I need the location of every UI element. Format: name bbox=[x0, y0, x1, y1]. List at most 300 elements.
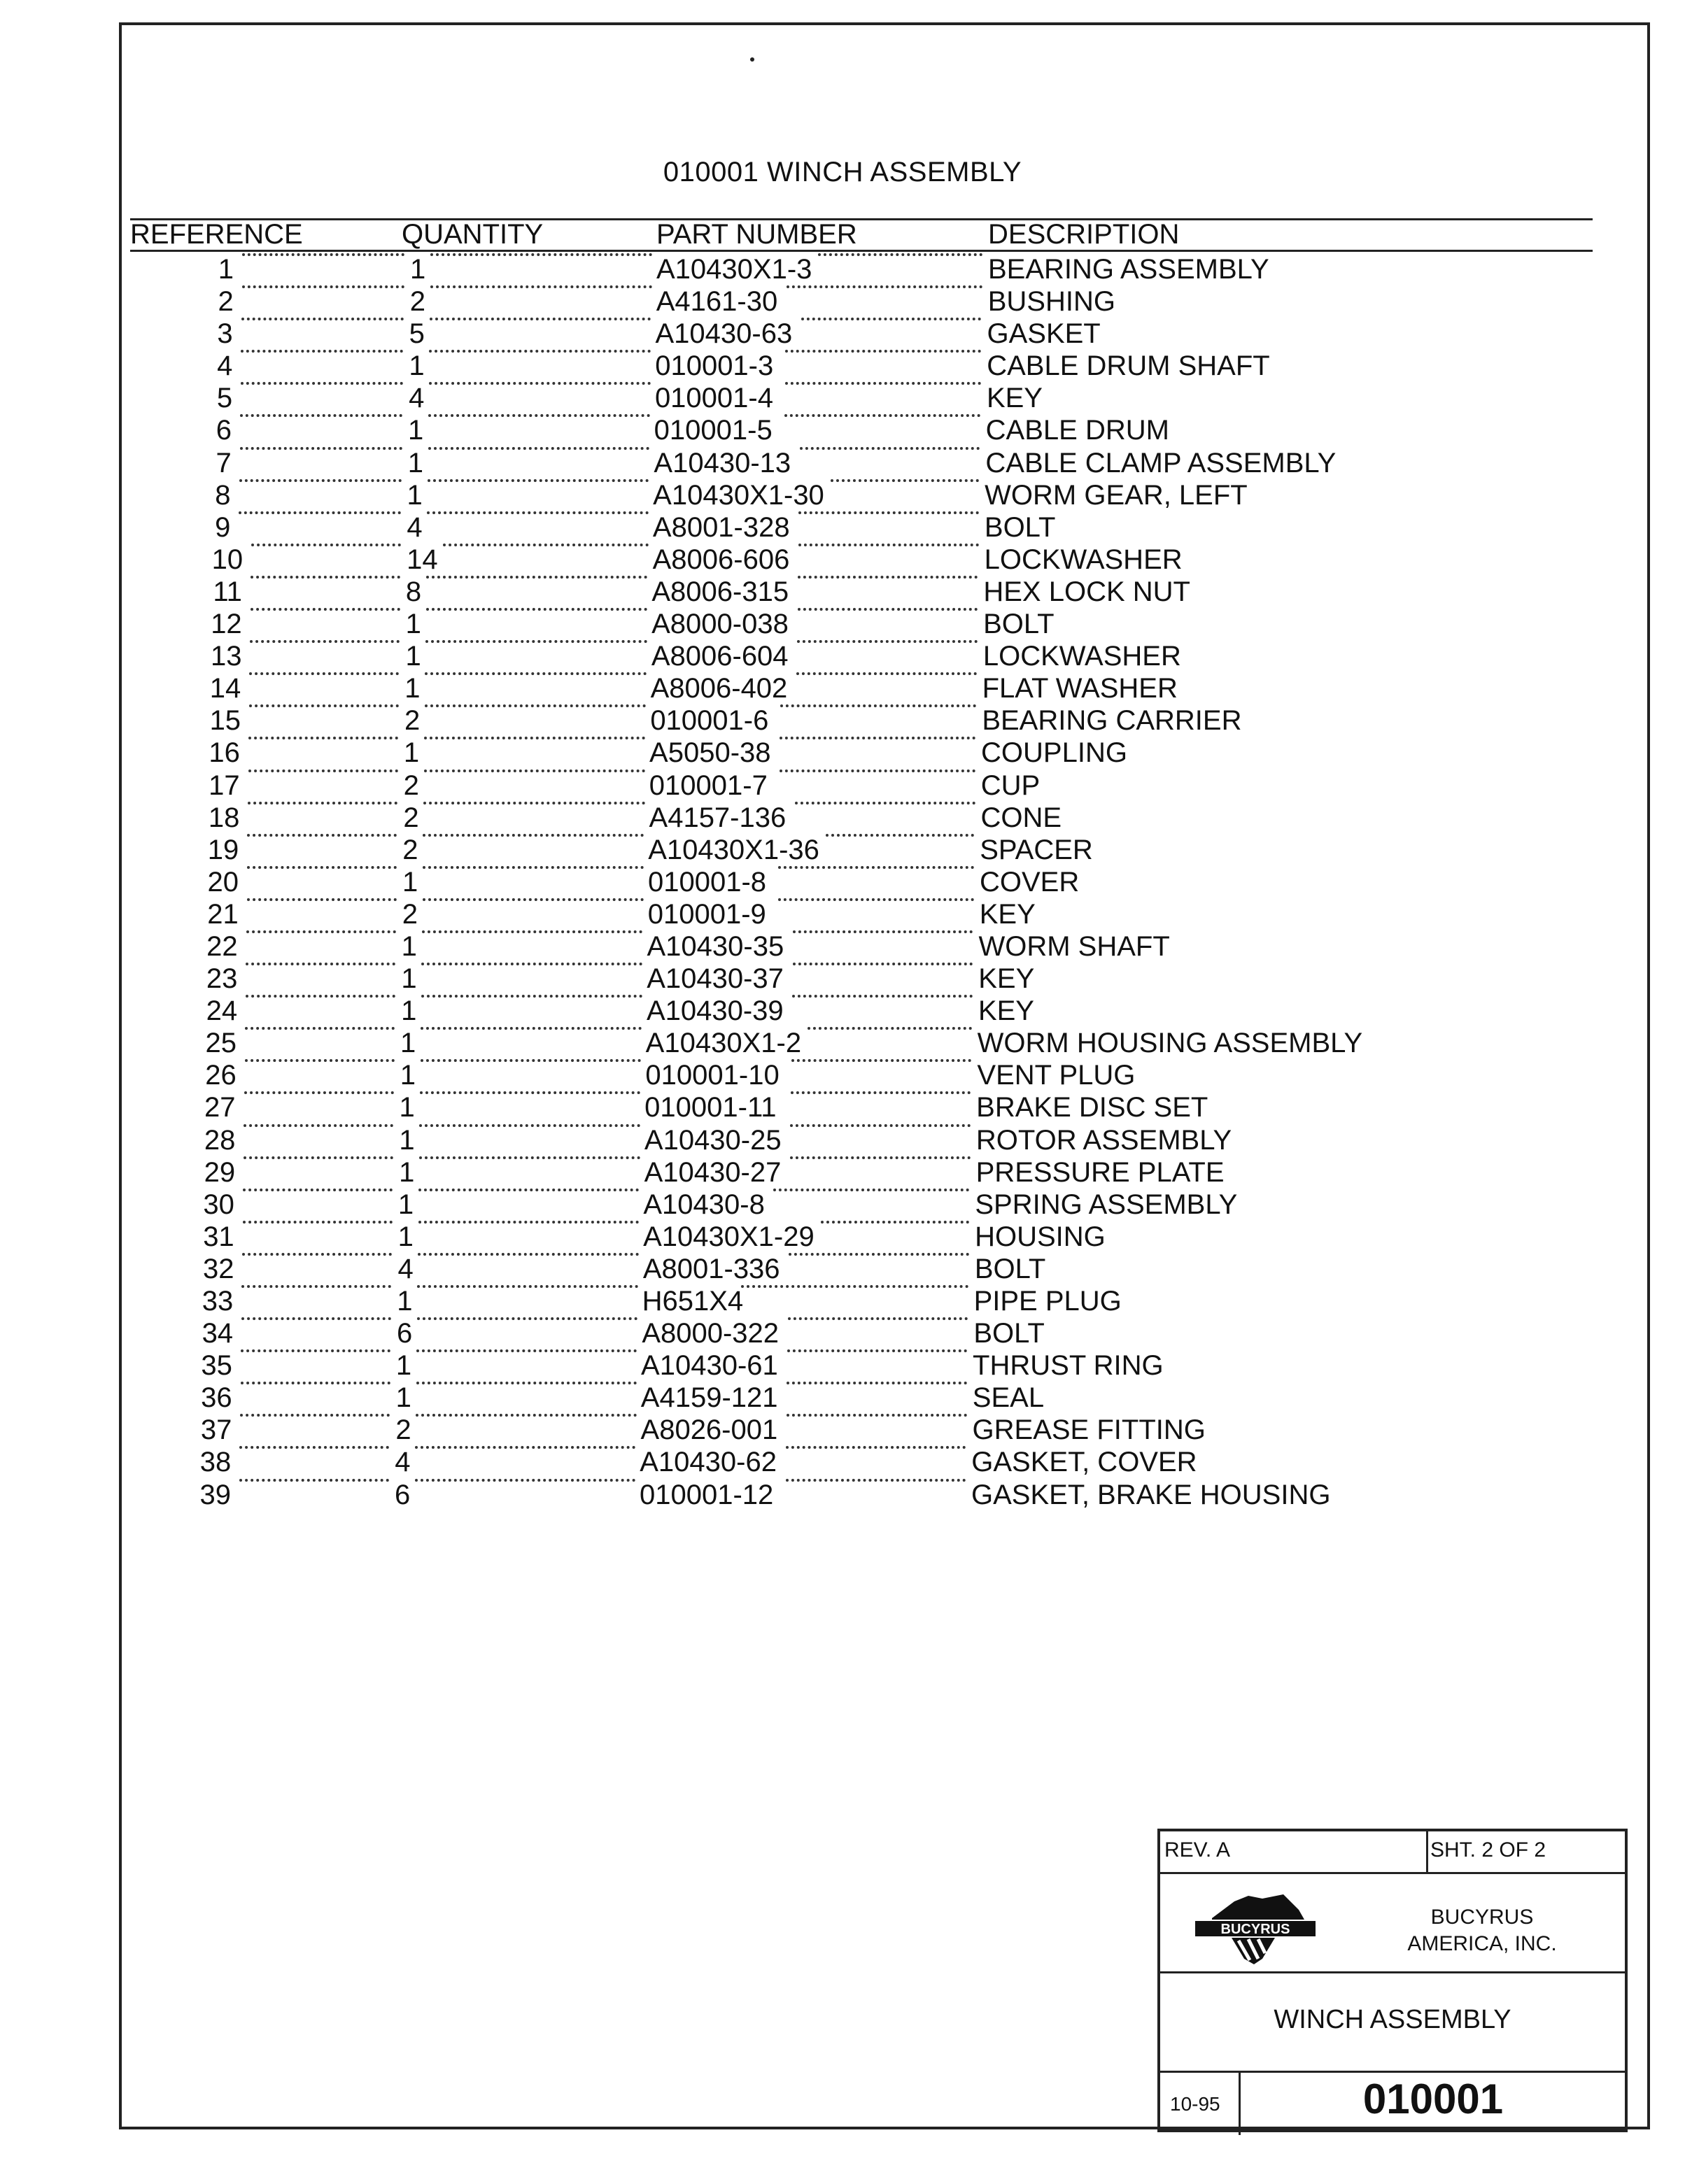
row-quantity: 1 bbox=[397, 1189, 414, 1220]
row-description: GASKET bbox=[987, 318, 1101, 350]
table-row bbox=[130, 704, 1460, 737]
row-leader-2 bbox=[418, 1253, 638, 1256]
row-reference: 26 bbox=[205, 1060, 237, 1091]
row-description: GASKET, BRAKE HOUSING bbox=[971, 1479, 1331, 1510]
row-part-number: A10430X1-29 bbox=[643, 1221, 815, 1252]
table-row bbox=[130, 1124, 1460, 1156]
table-row bbox=[130, 285, 1460, 318]
table-row bbox=[130, 770, 1460, 802]
row-description: KEY bbox=[978, 995, 1034, 1027]
revision-label: REV. A bbox=[1164, 1838, 1230, 1862]
row-leader-3 bbox=[798, 511, 979, 514]
row-leader-3 bbox=[780, 737, 975, 739]
row-leader-2 bbox=[430, 318, 651, 320]
row-leader-2 bbox=[430, 285, 652, 288]
table-row bbox=[130, 995, 1460, 1027]
row-description: BOLT bbox=[974, 1253, 1046, 1284]
row-quantity: 1 bbox=[397, 1221, 414, 1252]
row-quantity: 1 bbox=[409, 350, 425, 382]
table-row bbox=[130, 1221, 1460, 1253]
row-leader-1 bbox=[241, 1285, 391, 1288]
row-leader-3 bbox=[787, 1382, 967, 1384]
table-row bbox=[130, 382, 1460, 414]
row-leader-1 bbox=[243, 1221, 393, 1224]
row-reference: 28 bbox=[204, 1124, 236, 1156]
row-part-number: A5050-38 bbox=[649, 737, 771, 769]
row-description: BOLT bbox=[984, 511, 1056, 543]
row-quantity: 1 bbox=[397, 1286, 413, 1317]
row-reference: 8 bbox=[215, 479, 231, 511]
row-part-number: A8000-038 bbox=[651, 609, 789, 640]
row-leader-1 bbox=[249, 704, 399, 707]
row-leader-2 bbox=[421, 1027, 642, 1030]
row-leader-3 bbox=[793, 930, 973, 933]
row-leader-1 bbox=[242, 285, 404, 288]
table-row bbox=[130, 898, 1460, 930]
row-description: PIPE PLUG bbox=[973, 1286, 1122, 1317]
row-leader-2 bbox=[428, 447, 650, 450]
row-leader-3 bbox=[793, 963, 973, 965]
row-part-number: A4161-30 bbox=[656, 286, 778, 318]
row-part-number: H651X4 bbox=[642, 1286, 744, 1317]
row-leader-1 bbox=[247, 898, 397, 901]
row-description: PRESSURE PLATE bbox=[975, 1156, 1225, 1188]
row-leader-3 bbox=[798, 576, 978, 579]
row-description: LOCKWASHER bbox=[982, 641, 1181, 672]
row-leader-3 bbox=[798, 608, 978, 611]
row-leader-2 bbox=[426, 576, 647, 579]
row-reference: 16 bbox=[209, 737, 240, 769]
row-leader-3 bbox=[790, 1156, 971, 1159]
row-leader-2 bbox=[421, 1059, 642, 1062]
row-leader-3 bbox=[808, 1027, 972, 1030]
table-row bbox=[130, 1059, 1460, 1091]
row-part-number: A8006-604 bbox=[651, 641, 789, 672]
row-reference: 34 bbox=[202, 1318, 234, 1349]
row-leader-2 bbox=[426, 608, 647, 611]
table-row bbox=[130, 930, 1460, 963]
row-leader-1 bbox=[244, 1156, 393, 1159]
row-leader-3 bbox=[831, 479, 980, 482]
row-leader-2 bbox=[423, 866, 644, 869]
row-quantity: 1 bbox=[400, 1028, 416, 1059]
row-leader-3 bbox=[798, 544, 979, 546]
row-quantity: 2 bbox=[404, 705, 421, 737]
row-leader-3 bbox=[741, 1285, 968, 1288]
row-quantity: 2 bbox=[403, 802, 419, 833]
row-description: HEX LOCK NUT bbox=[983, 576, 1190, 607]
row-part-number: A8006-315 bbox=[651, 576, 789, 607]
table-row bbox=[130, 1414, 1460, 1446]
row-description: BEARING CARRIER bbox=[982, 705, 1242, 737]
row-leader-2 bbox=[423, 898, 644, 901]
row-reference: 19 bbox=[207, 834, 239, 865]
row-reference: 32 bbox=[202, 1253, 234, 1284]
row-part-number: A10430-35 bbox=[647, 930, 784, 962]
row-leader-2 bbox=[415, 1479, 635, 1482]
logo-text: BUCYRUS bbox=[1220, 1922, 1290, 1937]
row-leader-1 bbox=[241, 1317, 391, 1320]
row-part-number: A10430X1-36 bbox=[648, 834, 819, 865]
row-part-number: 010001-11 bbox=[644, 1092, 777, 1123]
row-leader-2 bbox=[423, 834, 644, 837]
row-leader-3 bbox=[785, 350, 981, 353]
row-leader-3 bbox=[791, 1059, 972, 1062]
row-part-number: A10430X1-2 bbox=[645, 1028, 802, 1059]
row-quantity: 1 bbox=[400, 1060, 416, 1091]
row-leader-3 bbox=[791, 1091, 971, 1094]
row-leader-1 bbox=[241, 318, 404, 320]
row-quantity: 1 bbox=[407, 447, 423, 478]
row-reference: 37 bbox=[200, 1414, 232, 1446]
row-leader-2 bbox=[423, 802, 644, 804]
row-leader-2 bbox=[427, 511, 649, 514]
document-title: 010001 WINCH ASSEMBLY bbox=[663, 157, 1022, 187]
header-reference: REFERENCE bbox=[130, 219, 303, 250]
row-leader-2 bbox=[419, 1124, 640, 1127]
row-part-number: A10430-61 bbox=[641, 1350, 778, 1382]
row-leader-3 bbox=[787, 285, 982, 288]
row-quantity: 1 bbox=[402, 866, 418, 898]
row-reference: 17 bbox=[209, 770, 240, 801]
row-leader-3 bbox=[826, 834, 975, 837]
row-part-number: A8001-336 bbox=[642, 1253, 780, 1284]
row-quantity: 1 bbox=[407, 479, 423, 511]
row-leader-2 bbox=[424, 737, 645, 739]
row-quantity: 2 bbox=[402, 898, 418, 930]
row-part-number: A10430-37 bbox=[647, 963, 784, 995]
row-leader-1 bbox=[240, 414, 402, 417]
row-leader-3 bbox=[787, 1349, 968, 1352]
row-part-number: A10430-63 bbox=[655, 318, 793, 350]
row-leader-2 bbox=[421, 995, 642, 998]
row-part-number: 010001-12 bbox=[640, 1479, 774, 1510]
table-row bbox=[130, 640, 1460, 672]
drawing-number: 010001 bbox=[1362, 2076, 1504, 2122]
row-quantity: 4 bbox=[397, 1253, 414, 1284]
row-reference: 9 bbox=[215, 511, 231, 543]
table-row bbox=[130, 479, 1460, 511]
row-leader-1 bbox=[239, 1479, 389, 1482]
row-part-number: A10430-27 bbox=[644, 1156, 782, 1188]
row-leader-1 bbox=[244, 1124, 393, 1127]
row-leader-2 bbox=[425, 704, 646, 707]
row-reference: 2 bbox=[218, 286, 234, 318]
row-leader-1 bbox=[242, 1253, 392, 1256]
row-leader-1 bbox=[246, 963, 395, 965]
row-quantity: 1 bbox=[399, 1092, 415, 1123]
row-leader-1 bbox=[241, 1349, 390, 1352]
row-leader-1 bbox=[248, 770, 398, 772]
row-leader-2 bbox=[428, 479, 649, 482]
row-part-number: 010001-9 bbox=[647, 898, 766, 930]
row-description: KEY bbox=[978, 963, 1035, 995]
bucyrus-logo bbox=[1192, 1889, 1318, 1967]
table-row bbox=[130, 737, 1460, 769]
row-quantity: 4 bbox=[409, 383, 425, 414]
row-leader-3 bbox=[821, 1221, 970, 1224]
company-line-2: AMERICA, INC. bbox=[1407, 1932, 1557, 1955]
row-leader-3 bbox=[796, 672, 977, 675]
row-quantity: 1 bbox=[401, 963, 417, 995]
row-reference: 38 bbox=[199, 1447, 232, 1478]
row-leader-3 bbox=[778, 866, 974, 869]
row-leader-1 bbox=[248, 802, 397, 804]
table-row bbox=[130, 318, 1460, 350]
row-leader-3 bbox=[780, 770, 975, 772]
row-quantity: 2 bbox=[395, 1414, 411, 1446]
row-part-number: 010001-7 bbox=[649, 770, 768, 801]
row-quantity: 1 bbox=[404, 673, 421, 704]
row-description: ROTOR ASSEMBLY bbox=[975, 1124, 1232, 1156]
table-row bbox=[130, 447, 1460, 479]
row-reference: 36 bbox=[201, 1382, 232, 1414]
row-leader-2 bbox=[443, 544, 649, 546]
row-description: BRAKE DISC SET bbox=[976, 1092, 1208, 1123]
table-row bbox=[130, 1253, 1460, 1285]
row-part-number: A8006-402 bbox=[650, 673, 788, 704]
row-quantity: 1 bbox=[403, 737, 420, 769]
table-row bbox=[130, 511, 1460, 544]
row-quantity: 14 bbox=[407, 544, 438, 575]
row-quantity: 6 bbox=[395, 1479, 411, 1510]
header-quantity: QUANTITY bbox=[402, 219, 544, 250]
row-quantity: 1 bbox=[405, 641, 421, 672]
table-row bbox=[130, 414, 1460, 446]
row-leader-3 bbox=[792, 995, 973, 998]
row-reference: 22 bbox=[206, 930, 238, 962]
parts-list bbox=[130, 253, 1460, 1511]
row-leader-2 bbox=[428, 414, 650, 417]
row-reference: 18 bbox=[208, 802, 240, 833]
row-part-number: 010001-10 bbox=[645, 1060, 780, 1091]
row-leader-3 bbox=[800, 447, 980, 450]
table-row bbox=[130, 350, 1460, 382]
table-row bbox=[130, 253, 1460, 285]
row-reference: 39 bbox=[199, 1479, 231, 1510]
row-part-number: A10430-62 bbox=[640, 1447, 777, 1478]
table-row bbox=[130, 1027, 1460, 1059]
table-row bbox=[130, 576, 1460, 608]
row-leader-1 bbox=[241, 350, 403, 353]
row-leader-3 bbox=[785, 382, 981, 385]
row-reference: 6 bbox=[216, 415, 232, 446]
row-leader-1 bbox=[251, 544, 401, 546]
row-part-number: A10430X1-3 bbox=[656, 254, 812, 285]
row-leader-2 bbox=[429, 382, 651, 385]
row-leader-1 bbox=[247, 866, 397, 869]
row-reference: 33 bbox=[202, 1286, 234, 1317]
row-leader-3 bbox=[795, 802, 975, 804]
row-description: CABLE CLAMP ASSEMBLY bbox=[985, 447, 1337, 478]
row-reference: 15 bbox=[209, 705, 241, 737]
row-description: BOLT bbox=[983, 609, 1055, 640]
row-description: CUP bbox=[980, 770, 1041, 801]
row-reference: 5 bbox=[216, 383, 233, 414]
row-description: GASKET, COVER bbox=[971, 1447, 1197, 1478]
row-quantity: 1 bbox=[399, 1124, 415, 1156]
row-leader-1 bbox=[245, 1027, 395, 1030]
row-reference: 3 bbox=[217, 318, 233, 350]
table-row bbox=[130, 802, 1460, 834]
row-quantity: 1 bbox=[405, 609, 421, 640]
row-leader-2 bbox=[417, 1317, 637, 1320]
row-quantity: 8 bbox=[405, 576, 422, 607]
row-leader-1 bbox=[242, 253, 404, 256]
row-leader-1 bbox=[247, 834, 397, 837]
scan-speck bbox=[750, 57, 754, 62]
row-description: COVER bbox=[980, 866, 1080, 898]
row-leader-3 bbox=[778, 898, 974, 901]
row-leader-1 bbox=[244, 1091, 394, 1094]
row-part-number: A10430-13 bbox=[654, 447, 791, 478]
row-reference: 24 bbox=[206, 995, 238, 1027]
row-quantity: 1 bbox=[395, 1382, 411, 1414]
row-reference: 12 bbox=[211, 609, 242, 640]
row-quantity: 6 bbox=[397, 1318, 413, 1349]
row-leader-2 bbox=[418, 1189, 639, 1191]
row-leader-2 bbox=[420, 1091, 641, 1094]
header-part-number: PART NUMBER bbox=[656, 219, 857, 250]
row-part-number: 010001-4 bbox=[654, 383, 773, 414]
row-description: KEY bbox=[986, 383, 1043, 414]
row-quantity: 1 bbox=[401, 930, 417, 962]
row-description: SPRING ASSEMBLY bbox=[975, 1189, 1238, 1220]
row-description: WORM SHAFT bbox=[978, 930, 1170, 962]
table-row bbox=[130, 1189, 1460, 1221]
table-row bbox=[130, 608, 1460, 640]
row-leader-2 bbox=[416, 1382, 637, 1384]
table-row bbox=[130, 834, 1460, 866]
row-description: SEAL bbox=[972, 1382, 1045, 1414]
row-leader-2 bbox=[425, 672, 646, 675]
row-quantity: 1 bbox=[401, 995, 417, 1027]
row-description: FLAT WASHER bbox=[982, 673, 1178, 704]
row-reference: 29 bbox=[204, 1156, 236, 1188]
drawing-date: 10-95 bbox=[1170, 2093, 1220, 2115]
row-reference: 14 bbox=[209, 673, 241, 704]
table-row bbox=[130, 1349, 1460, 1382]
row-leader-1 bbox=[251, 608, 400, 611]
row-reference: 23 bbox=[206, 963, 238, 995]
row-leader-2 bbox=[419, 1156, 640, 1159]
table-row bbox=[130, 1317, 1460, 1349]
row-leader-1 bbox=[246, 995, 395, 998]
row-leader-3 bbox=[789, 1253, 969, 1256]
row-reference: 4 bbox=[217, 350, 233, 382]
row-leader-2 bbox=[425, 640, 647, 643]
row-leader-3 bbox=[780, 704, 976, 707]
row-quantity: 1 bbox=[395, 1350, 412, 1382]
row-part-number: A8026-001 bbox=[640, 1414, 778, 1446]
row-part-number: A8000-322 bbox=[642, 1318, 780, 1349]
row-leader-1 bbox=[251, 576, 400, 579]
table-row bbox=[130, 672, 1460, 704]
row-description: CONE bbox=[980, 802, 1062, 833]
row-description: WORM HOUSING ASSEMBLY bbox=[977, 1028, 1363, 1059]
row-leader-1 bbox=[248, 737, 398, 739]
table-row bbox=[130, 544, 1460, 576]
table-header bbox=[130, 218, 1593, 252]
row-reference: 13 bbox=[210, 641, 242, 672]
row-leader-3 bbox=[788, 1317, 968, 1320]
row-reference: 31 bbox=[203, 1221, 234, 1252]
company-name bbox=[1363, 1904, 1601, 1957]
row-reference: 10 bbox=[211, 544, 244, 575]
row-leader-1 bbox=[250, 640, 400, 643]
row-part-number: A10430-39 bbox=[646, 995, 784, 1027]
table-row bbox=[130, 1285, 1460, 1317]
row-leader-2 bbox=[422, 930, 643, 933]
row-leader-1 bbox=[239, 479, 402, 482]
row-leader-2 bbox=[416, 1414, 636, 1417]
row-leader-2 bbox=[416, 1349, 637, 1352]
row-description: VENT PLUG bbox=[977, 1060, 1136, 1091]
title-block bbox=[1157, 1829, 1628, 2132]
row-leader-3 bbox=[786, 1479, 966, 1482]
table-row bbox=[130, 1156, 1460, 1189]
row-leader-1 bbox=[240, 1414, 390, 1417]
row-reference: 27 bbox=[204, 1092, 236, 1123]
row-reference: 35 bbox=[201, 1350, 232, 1382]
row-leader-1 bbox=[239, 1446, 389, 1449]
row-part-number: 010001-8 bbox=[648, 866, 767, 898]
row-leader-2 bbox=[415, 1446, 635, 1449]
row-part-number: 010001-5 bbox=[654, 415, 773, 446]
table-row bbox=[130, 963, 1460, 995]
row-leader-1 bbox=[240, 447, 402, 450]
row-quantity: 4 bbox=[395, 1447, 411, 1478]
row-leader-3 bbox=[790, 1124, 971, 1127]
row-description: BUSHING bbox=[987, 286, 1115, 318]
row-leader-3 bbox=[801, 318, 982, 320]
row-part-number: A10430-8 bbox=[643, 1189, 765, 1220]
row-part-number: A10430X1-30 bbox=[653, 479, 824, 511]
row-quantity: 1 bbox=[410, 254, 426, 285]
row-leader-2 bbox=[430, 253, 652, 256]
row-leader-2 bbox=[417, 1285, 637, 1288]
row-part-number: A8006-606 bbox=[652, 544, 790, 575]
table-row bbox=[130, 1446, 1460, 1478]
row-description: GREASE FITTING bbox=[972, 1414, 1206, 1446]
row-part-number: A10430-25 bbox=[644, 1124, 782, 1156]
row-quantity: 2 bbox=[402, 834, 418, 865]
row-description: CABLE DRUM SHAFT bbox=[987, 350, 1270, 382]
row-leader-3 bbox=[787, 1414, 967, 1417]
row-reference: 21 bbox=[207, 898, 239, 930]
row-description: BEARING ASSEMBLY bbox=[988, 254, 1269, 285]
row-quantity: 1 bbox=[407, 415, 424, 446]
row-quantity: 1 bbox=[399, 1156, 415, 1188]
row-description: KEY bbox=[979, 898, 1036, 930]
row-description: WORM GEAR, LEFT bbox=[985, 479, 1248, 511]
row-leader-3 bbox=[773, 1189, 969, 1191]
table-row bbox=[130, 866, 1460, 898]
row-leader-3 bbox=[786, 1446, 966, 1449]
row-leader-1 bbox=[239, 511, 401, 514]
row-leader-2 bbox=[421, 963, 642, 965]
drawing-title: WINCH ASSEMBLY bbox=[1274, 2005, 1511, 2034]
row-part-number: A4157-136 bbox=[649, 802, 787, 833]
row-leader-3 bbox=[784, 414, 980, 417]
sheet-label: SHT. 2 OF 2 bbox=[1430, 1838, 1546, 1862]
row-leader-1 bbox=[241, 382, 403, 385]
row-part-number: A8001-328 bbox=[652, 511, 790, 543]
row-part-number: 010001-3 bbox=[655, 350, 774, 382]
row-part-number: A4159-121 bbox=[640, 1382, 778, 1414]
company-line-1: BUCYRUS bbox=[1430, 1906, 1534, 1929]
header-description: DESCRIPTION bbox=[988, 219, 1180, 250]
